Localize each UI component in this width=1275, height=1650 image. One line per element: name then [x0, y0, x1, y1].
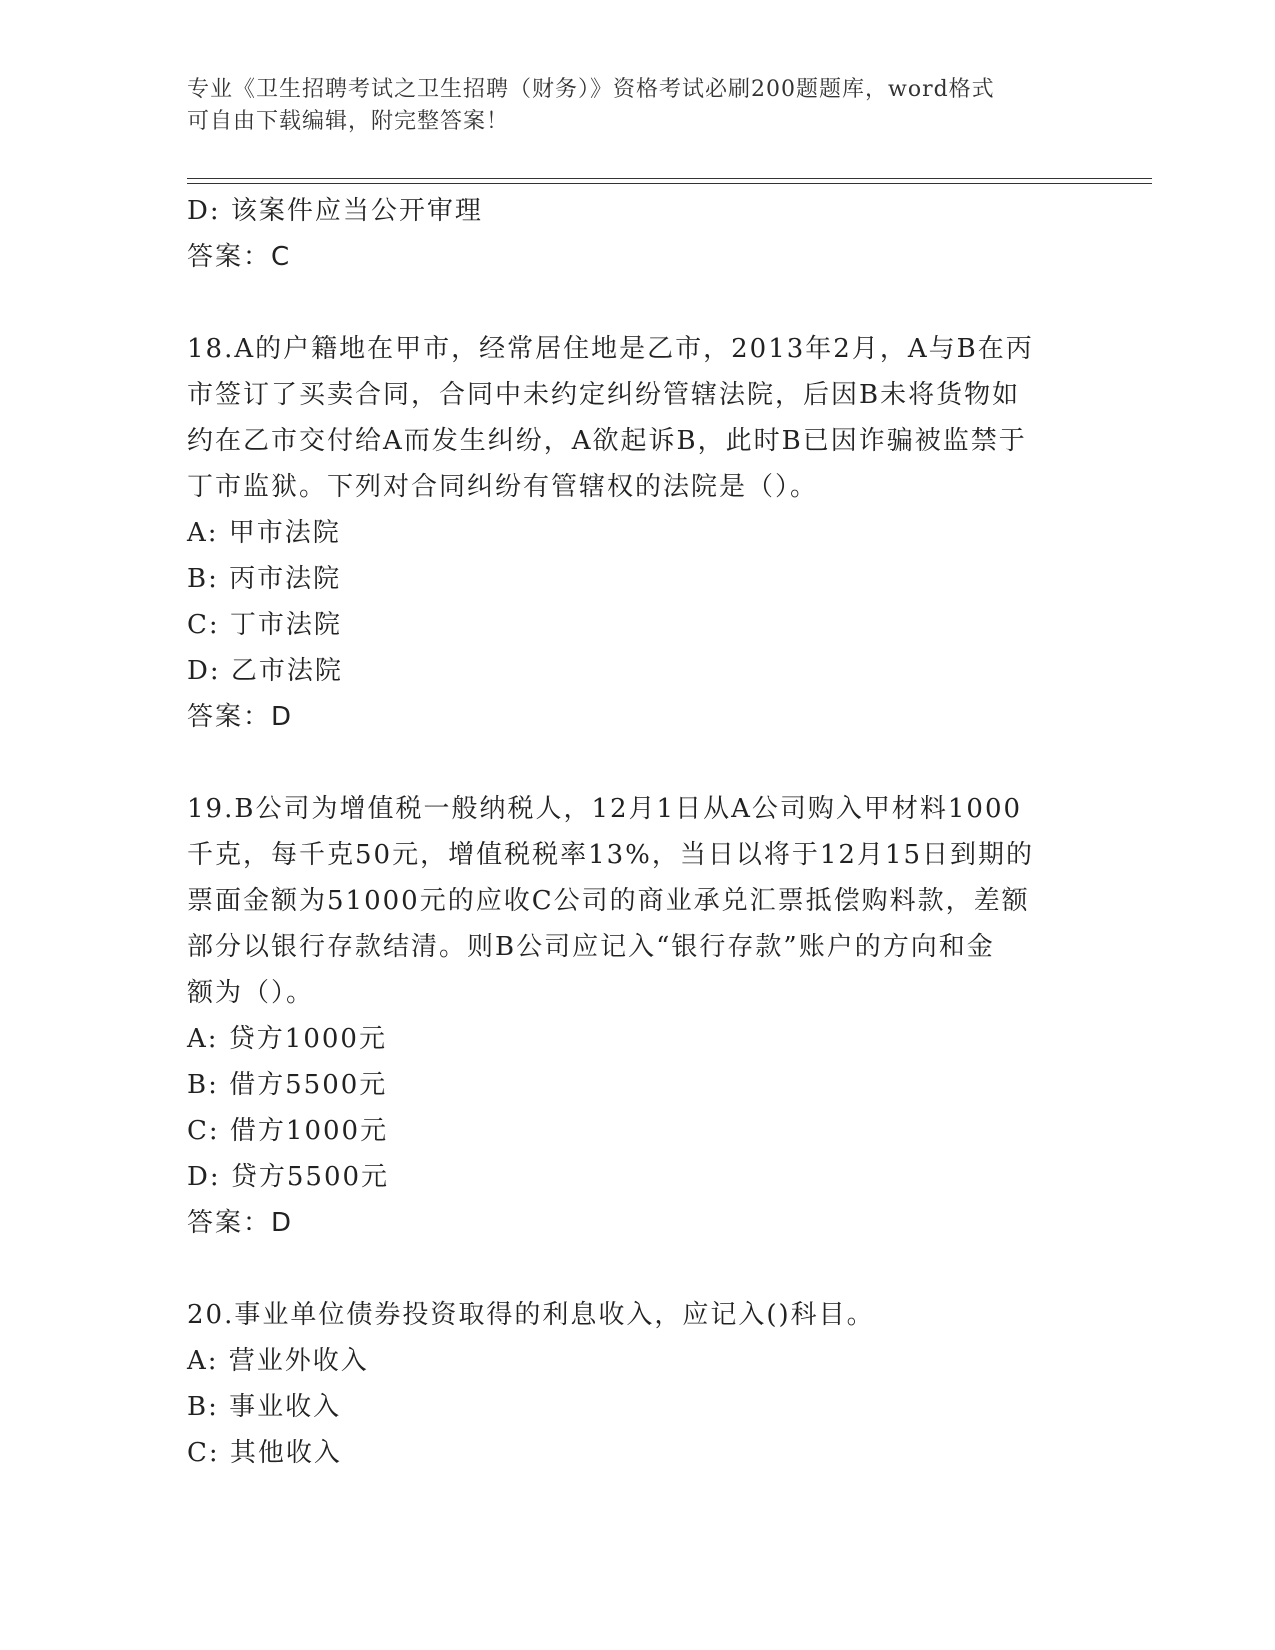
- header-title-line-2: 可自由下载编辑，附完整答案！: [187, 109, 510, 134]
- question-stem-line: 约在乙市交付给A而发生纠纷，A欲起诉B，此时B已因诈骗被监禁于: [187, 426, 1027, 456]
- option-a: A: 营业外收入: [187, 1346, 369, 1376]
- spacer: [187, 740, 1067, 786]
- question-stem-line: 额为（）。: [187, 978, 315, 1008]
- spacer: [187, 1246, 1067, 1292]
- option-d: D: 乙市法院: [187, 656, 343, 686]
- question-stem-line: 20.事业单位债券投资取得的利息收入，应记入()科目。: [187, 1300, 875, 1330]
- header-title-line-1: 专业《卫生招聘考试之卫生招聘（财务）》资格考试必刷200题题库，word格式: [187, 77, 995, 102]
- question-stem-line: 19.B公司为增值税一般纳税人，12月1日从A公司购入甲材料1000: [187, 794, 1023, 824]
- previous-question-tail: [187, 188, 1067, 280]
- question-stem-line: 票面金额为51000元的应收C公司的商业承兑汇票抵偿购料款，差额: [187, 886, 1030, 916]
- question-stem-line: 丁市监狱。下列对合同纠纷有管辖权的法院是（）。: [187, 472, 819, 502]
- document-header: [187, 74, 1067, 138]
- question-18: [187, 326, 1067, 740]
- option-a: A: 贷方1000元: [187, 1024, 387, 1054]
- option-d: D: 该案件应当公开审理: [187, 196, 483, 226]
- option-a: A: 甲市法院: [187, 518, 341, 548]
- option-c: C: 借方1000元: [187, 1116, 389, 1146]
- header-divider-top: [187, 178, 1152, 179]
- question-stem-line: 18.A的户籍地在甲市，经常居住地是乙市，2013年2月，A与B在丙: [187, 334, 1034, 364]
- question-list: [187, 188, 1067, 1476]
- question-20: [187, 1292, 1067, 1476]
- option-c: C: 丁市法院: [187, 610, 342, 640]
- header-divider-bottom: [187, 183, 1152, 184]
- option-b: B: 借方5500元: [187, 1070, 388, 1100]
- answer-line: 答案：D: [187, 1208, 294, 1238]
- question-19: [187, 786, 1067, 1246]
- question-stem-line: 部分以银行存款结清。则B公司应记入“银行存款”账户的方向和金: [187, 932, 995, 962]
- option-c: C: 其他收入: [187, 1438, 342, 1468]
- option-d: D: 贷方5500元: [187, 1162, 390, 1192]
- option-b: B: 事业收入: [187, 1392, 342, 1422]
- question-stem-line: 市签订了买卖合同，合同中未约定纠纷管辖法院，后因B未将货物如: [187, 380, 1021, 410]
- option-b: B: 丙市法院: [187, 564, 342, 594]
- spacer: [187, 280, 1067, 326]
- answer-line: 答案：D: [187, 702, 294, 732]
- answer-line: 答案：C: [187, 242, 292, 272]
- question-stem-line: 千克，每千克50元，增值税税率13%，当日以将于12月15日到期的: [187, 840, 1035, 870]
